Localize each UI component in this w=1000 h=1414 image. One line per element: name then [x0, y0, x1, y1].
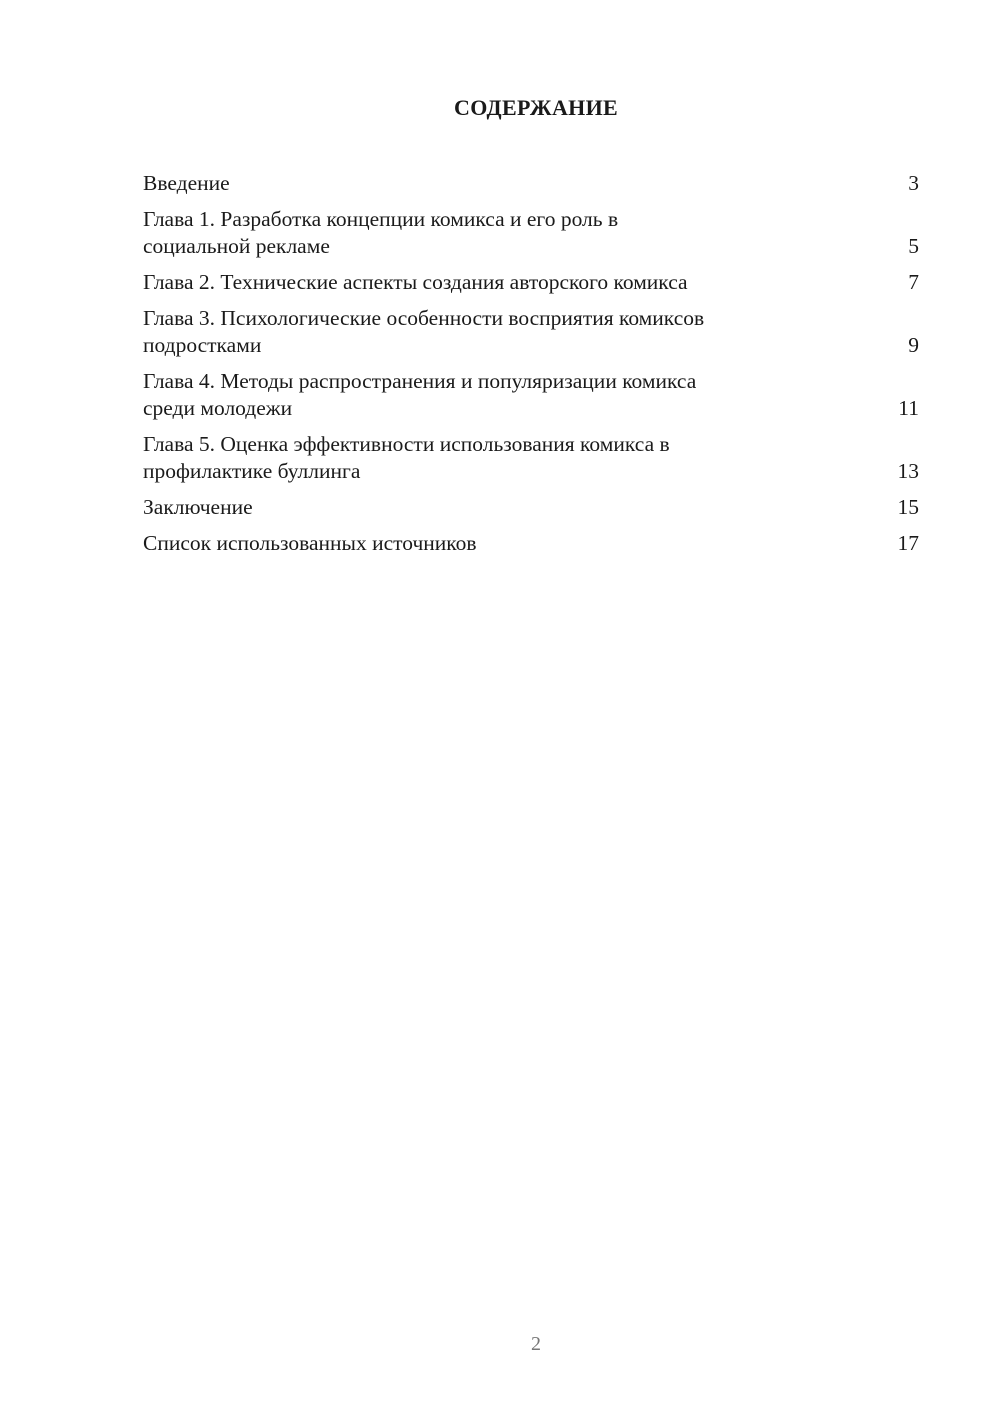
toc-entry-references [143, 530, 919, 557]
toc-entry-page: 11 [898, 396, 919, 420]
toc-entry-chapter-2 [143, 269, 919, 296]
toc-entry-chapter-4 [143, 368, 919, 422]
table-of-contents [143, 170, 919, 566]
toc-entry-page: 7 [908, 270, 919, 294]
toc-entry-chapter-5 [143, 431, 919, 485]
toc-entry-title: Список использованных источников [143, 531, 477, 555]
toc-entry-introduction [143, 170, 919, 197]
toc-entry-page: 17 [897, 531, 919, 555]
page-number: 2 [531, 1333, 541, 1355]
toc-entry-title: Заключение [143, 495, 253, 519]
toc-entry-chapter-3 [143, 305, 919, 359]
toc-entry-page: 9 [908, 333, 919, 357]
toc-entry-title: Глава 4. Методы распространения и популяризации комикса среди молодежи [143, 369, 697, 420]
toc-heading: СОДЕРЖАНИЕ [454, 95, 618, 120]
toc-entry-page: 13 [897, 459, 919, 483]
toc-entry-page: 5 [908, 234, 919, 258]
toc-entry-page: 3 [908, 171, 919, 195]
toc-entry-page: 15 [897, 495, 919, 519]
toc-entry-title: Глава 2. Технические аспекты создания авторского комикса [143, 270, 688, 294]
toc-entry-title: Глава 3. Психологические особенности восприятия комиксов подростками [143, 306, 705, 357]
toc-entry-title: Глава 1. Разработка концепции комикса и его роль в социальной рекламе [143, 207, 619, 258]
toc-entry-title: Введение [143, 171, 230, 195]
toc-entry-chapter-1 [143, 206, 919, 260]
toc-entry-conclusion [143, 494, 919, 521]
toc-entry-title: Глава 5. Оценка эффективности использования комикса в профилактике буллинга [143, 432, 670, 483]
